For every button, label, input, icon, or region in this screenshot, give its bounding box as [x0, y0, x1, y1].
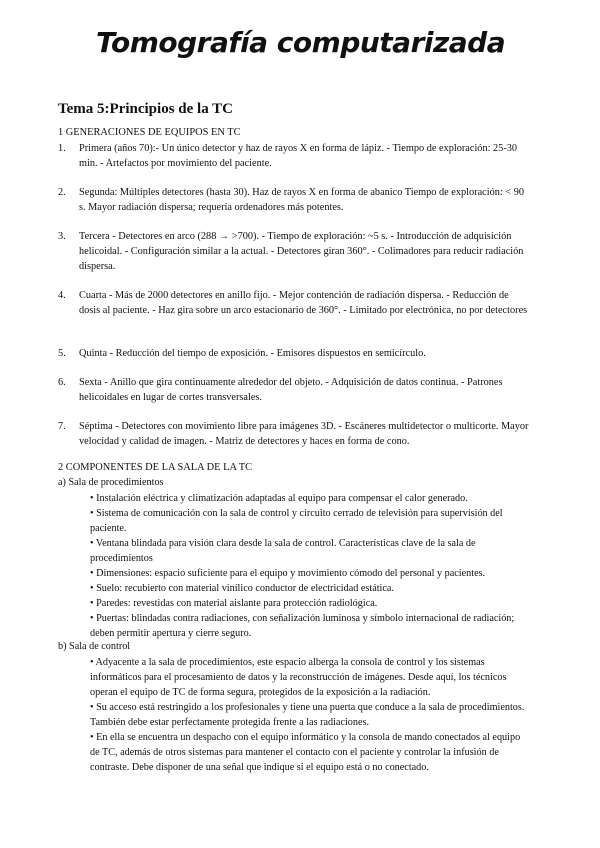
- generation-item: [58, 419, 530, 449]
- item-number: 1.: [58, 143, 66, 154]
- bullet-item: • Dimensiones: espacio suficiente para el equipo y movimiento cómodo del personal y pacientes.: [90, 568, 486, 579]
- bullet-item: • En ella se encuentra un despacho con el equipo informático y la consola de mando conectados al equipo de TC, además de otros sistemas para mantener el contacto con el paciente y controlar la infusión de contraste. Debe disponer de una señal que indique si el equipo está o no conectado.: [90, 732, 521, 773]
- item-number: 7.: [58, 421, 66, 432]
- generation-item: [58, 288, 530, 318]
- bullet-item: • Suelo: recubierto con material vinílico conductor de electricidad estática.: [90, 583, 394, 594]
- item-text: Cuarta - Más de 2000 detectores en anillo fijo. - Mejor contención de radiación dispersa. - Reducción de dosis al paciente. - Haz gira sobre un arco estacionario de 360°. - Limitado por electrónica, no por detectores: [79, 290, 528, 316]
- bullet-item: • Ventana blindada para visión clara desde la sala de control. Características clave de la sala de procedimientos: [90, 538, 476, 564]
- bullet-item: • Adyacente a la sala de procedimientos, este espacio alberga la consola de control y los sistemas informáticos para el procesamiento de datos y la reconstrucción de imágenes. Desde aquí, los técnicos operan el equipo de TC de forma segura, protegidos de la exposición a la radiación.: [90, 657, 507, 698]
- item-text: Séptima - Detectores con movimiento libre para imágenes 3D. - Escáneres multidetector o multicorte. Mayor velocidad y calidad de imagen. - Matriz de detectores y haces en forma de cono.: [79, 421, 529, 447]
- item-number: 2.: [58, 187, 66, 198]
- generation-item: [58, 375, 530, 405]
- bullet-item: • Instalación eléctrica y climatización adaptadas al equipo para compensar el calor generado.: [90, 493, 468, 504]
- item-text: Quinta - Reducción del tiempo de exposición. - Emisores dispuestos en semicírculo.: [79, 348, 426, 359]
- item-number: 5.: [58, 348, 66, 359]
- item-text: Tercera - Detectores en arco (288 → >700). - Tiempo de exploración: ~5 s. - Introducción de adquisición helicoidal. - Configuración similar a la actual. - Detectores giran 360°. - Colimadores para reducir radiación dispersa.: [79, 231, 524, 272]
- generation-item: [58, 229, 530, 274]
- item-number: 6.: [58, 377, 66, 388]
- bullet-item: • Su acceso está restringido a los profesionales y tiene una puerta que conduce a la sala de procedimientos. También debe estar perfectamente protegida frente a las radiaciones.: [90, 702, 525, 728]
- subsection-b-heading: b) Sala de control: [58, 641, 131, 652]
- generation-item: [58, 141, 530, 171]
- bullet-item: • Puertas: blindadas contra radiaciones, con señalización luminosa y símbolo internacional de radiación; deben permitir apertura y cierre seguro.: [90, 613, 515, 639]
- subsection-a-heading: a) Sala de procedimientos: [58, 477, 164, 488]
- generation-item: [58, 185, 530, 215]
- document-title: Tomografía computarizada: [96, 26, 506, 59]
- topic-heading: Tema 5:Principios de la TC: [58, 101, 234, 117]
- bullet-item: • Paredes: revestidas con material aislante para protección radiológica.: [90, 598, 378, 609]
- item-number: 4.: [58, 290, 66, 301]
- item-text: Segunda: Múltiples detectores (hasta 30). Haz de rayos X en forma de abanico Tiempo de exploración: < 90 s. Mayor radiación dispersa; requería ordenadores más potentes.: [79, 187, 525, 213]
- bullet-item: • Sistema de comunicación con la sala de control y circuito cerrado de televisión para supervisión del paciente.: [90, 508, 503, 534]
- section-1-heading: 1 GENERACIONES DE EQUIPOS EN TC: [58, 127, 241, 138]
- section-2-heading: 2 COMPONENTES DE LA SALA DE LA TC: [58, 462, 253, 473]
- item-number: 3.: [58, 231, 66, 242]
- generation-item: [58, 346, 530, 361]
- item-text: Primera (años 70):- Un único detector y haz de rayos X en forma de lápiz. - Tiempo de exploración: 25-30 min. - Artefactos por movimiento del paciente.: [79, 143, 518, 169]
- item-text: Sexta - Anillo que gira continuamente alrededor del objeto. - Adquisición de datos continua. - Patrones helicoidales en lugar de cortes transversales.: [79, 377, 503, 403]
